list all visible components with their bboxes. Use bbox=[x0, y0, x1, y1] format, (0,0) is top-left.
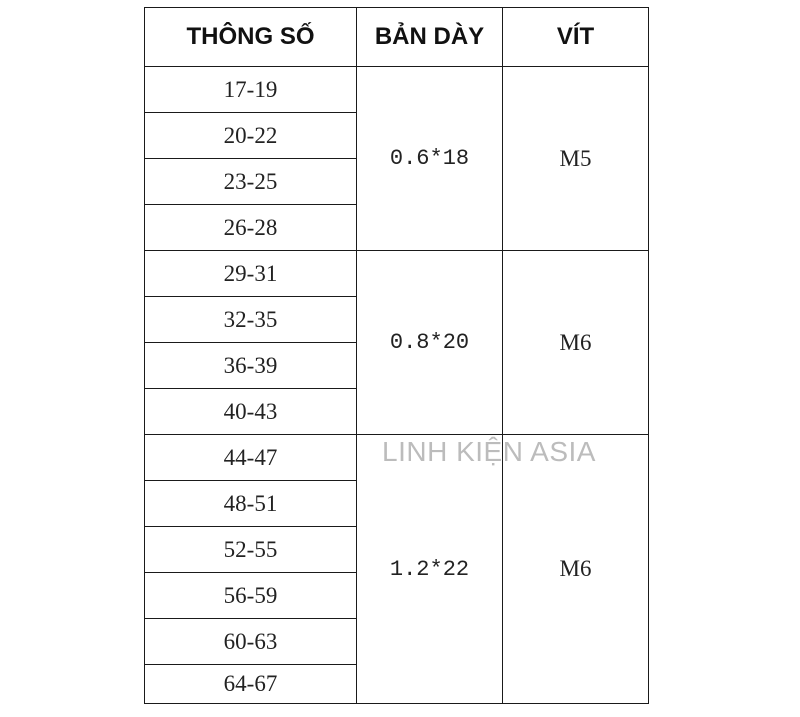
header-spec: THÔNG SỐ bbox=[145, 8, 357, 67]
spec-cell: 29-31 bbox=[145, 251, 357, 297]
spec-cell: 44-47 bbox=[145, 435, 357, 481]
spec-cell: 40-43 bbox=[145, 389, 357, 435]
header-thickness: BẢN DÀY bbox=[357, 8, 503, 67]
header-screw: VÍT bbox=[503, 8, 649, 67]
screw-cell: M6 bbox=[503, 251, 649, 435]
spec-table bbox=[144, 7, 649, 704]
table-row bbox=[145, 435, 649, 481]
spec-cell: 17-19 bbox=[145, 67, 357, 113]
screw-cell: M5 bbox=[503, 67, 649, 251]
thickness-cell: 0.6*18 bbox=[357, 67, 503, 251]
thickness-cell: 1.2*22 bbox=[357, 435, 503, 704]
spec-cell: 48-51 bbox=[145, 481, 357, 527]
watermark: LINH KIỆN ASIA bbox=[382, 436, 596, 467]
header-row bbox=[145, 8, 649, 67]
table-row bbox=[145, 251, 649, 297]
spec-cell: 60-63 bbox=[145, 619, 357, 665]
spec-cell: 26-28 bbox=[145, 205, 357, 251]
spec-cell: 52-55 bbox=[145, 527, 357, 573]
spec-cell: 64-67 bbox=[145, 665, 357, 704]
table-row bbox=[145, 67, 649, 113]
spec-cell: 36-39 bbox=[145, 343, 357, 389]
spec-cell: 20-22 bbox=[145, 113, 357, 159]
thickness-cell: 0.8*20 bbox=[357, 251, 503, 435]
spec-cell: 32-35 bbox=[145, 297, 357, 343]
spec-cell: 23-25 bbox=[145, 159, 357, 205]
spec-cell: 56-59 bbox=[145, 573, 357, 619]
screw-cell: M6 bbox=[503, 435, 649, 704]
